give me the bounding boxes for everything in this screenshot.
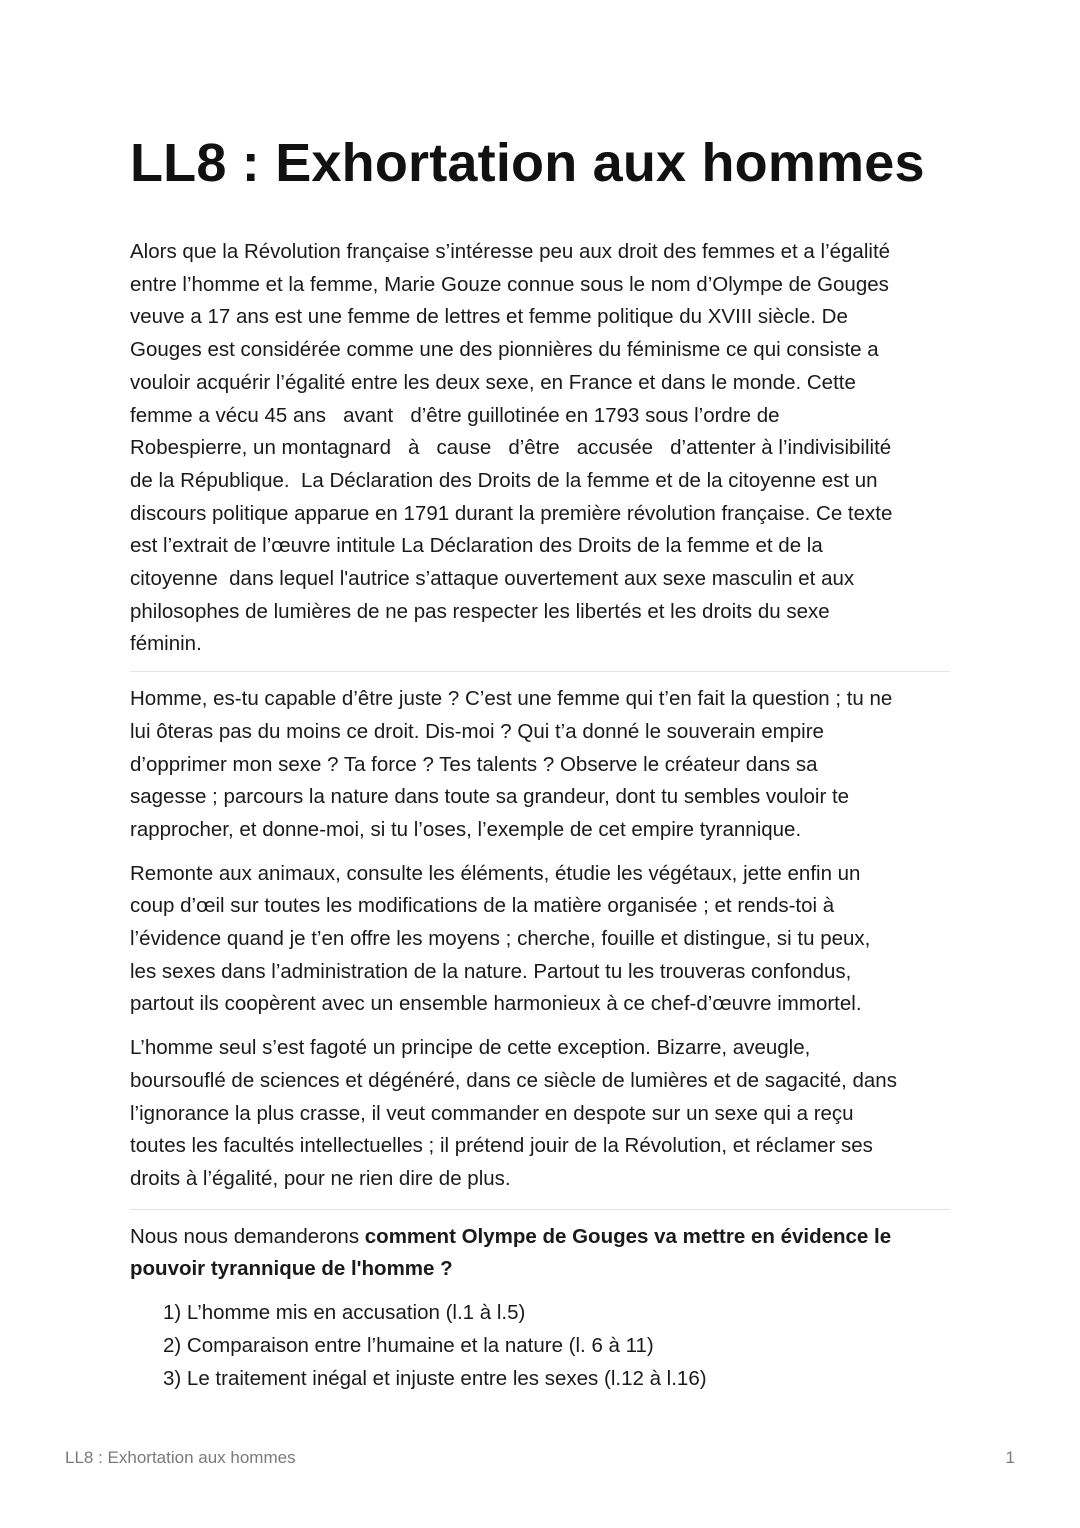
- intro-line: de la République. La Déclaration des Droits de la femme et de la citoyenne est un: [130, 468, 878, 492]
- intro-line: femme a vécu 45 ans avant d’être guillotinée en 1793 sous l’ordre de: [130, 403, 780, 427]
- quote-line: rapprocher, et donne-moi, si tu l’oses, l’exemple de cet empire tyrannique.: [130, 817, 802, 841]
- quote-line: l’évidence quand je t’en offre les moyens ; cherche, fouille et distingue, si tu peux,: [130, 927, 871, 951]
- problematic-question: [130, 1221, 950, 1286]
- question-bold-line: comment Olympe de Gouges va mettre en évidence le: [364, 1224, 892, 1248]
- quote-line: droits à l’égalité, pour ne rien dire de plus.: [130, 1166, 511, 1190]
- quote-line: Remonte aux animaux, consulte les éléments, étudie les végétaux, jette enfin un: [130, 861, 861, 885]
- quote-line: les sexes dans l’administration de la nature. Partout tu les trouveras confondus,: [130, 959, 852, 983]
- quote-line: lui ôteras pas du moins ce droit. Dis-moi ? Qui t’a donné le souverain empire: [130, 719, 824, 743]
- quote-line: Homme, es-tu capable d’être juste ? C’est une femme qui t’en fait la question ; tu ne: [130, 687, 893, 711]
- quote-paragraph-1: [130, 683, 950, 847]
- plan-item: 2) Comparaison entre l’humaine et la nature (l. 6 à 11): [163, 1333, 654, 1357]
- intro-line: Robespierre, un montagnard à cause d’être accusée d’attenter à l’indivisibilité: [130, 436, 892, 460]
- question-bold-line: pouvoir tyrannique de l'homme ?: [130, 1257, 453, 1281]
- quote-paragraph-2: [130, 858, 950, 1022]
- intro-line: discours politique apparue en 1791 durant la première révolution française. Ce texte: [130, 501, 893, 525]
- intro-line: citoyenne dans lequel l'autrice s’attaque ouvertement aux sexe masculin et aux: [130, 567, 855, 591]
- intro-line: philosophes de lumières de ne pas respecter les libertés et les droits du sexe: [130, 599, 830, 623]
- quote-line: boursouflé de sciences et dégénéré, dans ce siècle de lumières et de sagacité, dans: [130, 1068, 897, 1092]
- intro-line: entre l’homme et la femme, Marie Gouze connue sous le nom d’Olympe de Gouges: [130, 272, 889, 296]
- document-body: [130, 236, 950, 1395]
- footer-title: LL8 : Exhortation aux hommes: [65, 1448, 296, 1467]
- section-divider: [130, 1209, 950, 1210]
- intro-line: féminin.: [130, 632, 202, 656]
- quote-line: toutes les facultés intellectuelles ; il prétend jouir de la Révolution, et réclamer ses: [130, 1134, 873, 1158]
- quote-paragraph-3: [130, 1032, 950, 1196]
- quote-line: l’ignorance la plus crasse, il veut commander en despote sur un sexe qui a reçu: [130, 1101, 854, 1125]
- intro-line: veuve a 17 ans est une femme de lettres et femme politique du XVIII siècle. De: [130, 305, 848, 329]
- quote-line: coup d’œil sur toutes les modifications de la matière organisée ; et rends-toi à: [130, 894, 835, 918]
- quote-line: partout ils coopèrent avec un ensemble harmonieux à ce chef-d’œuvre immortel.: [130, 992, 862, 1016]
- section-divider: [130, 671, 950, 672]
- intro-paragraph: [130, 236, 950, 671]
- intro-line: vouloir acquérir l’égalité entre les deux sexe, en France et dans le monde. Cette: [130, 370, 856, 394]
- question-lead: Nous nous demanderons: [130, 1224, 365, 1248]
- plan-item: 3) Le traitement inégal et injuste entre les sexes (l.12 à l.16): [163, 1366, 707, 1390]
- quoted-extract: [130, 683, 950, 1196]
- intro-line: Gouges est considérée comme une des pionnières du féminisme ce qui consiste a: [130, 338, 879, 362]
- page-number: 1: [1005, 1448, 1015, 1467]
- plan-list: [130, 1297, 950, 1395]
- page-title: LL8 : Exhortation aux hommes: [130, 133, 925, 193]
- plan-item: 1) L’homme mis en accusation (l.1 à l.5): [163, 1301, 526, 1325]
- intro-line: est l’extrait de l’œuvre intitule La Déclaration des Droits de la femme et de la: [130, 534, 823, 558]
- quote-line: sagesse ; parcours la nature dans toute sa grandeur, dont tu sembles vouloir te: [130, 785, 850, 809]
- intro-line: Alors que la Révolution française s’intéresse peu aux droit des femmes et a l’égalité: [130, 240, 891, 263]
- quote-line: d’opprimer mon sexe ? Ta force ? Tes talents ? Observe le créateur dans sa: [130, 752, 818, 776]
- quote-line: L’homme seul s’est fagoté un principe de cette exception. Bizarre, aveugle,: [130, 1036, 811, 1060]
